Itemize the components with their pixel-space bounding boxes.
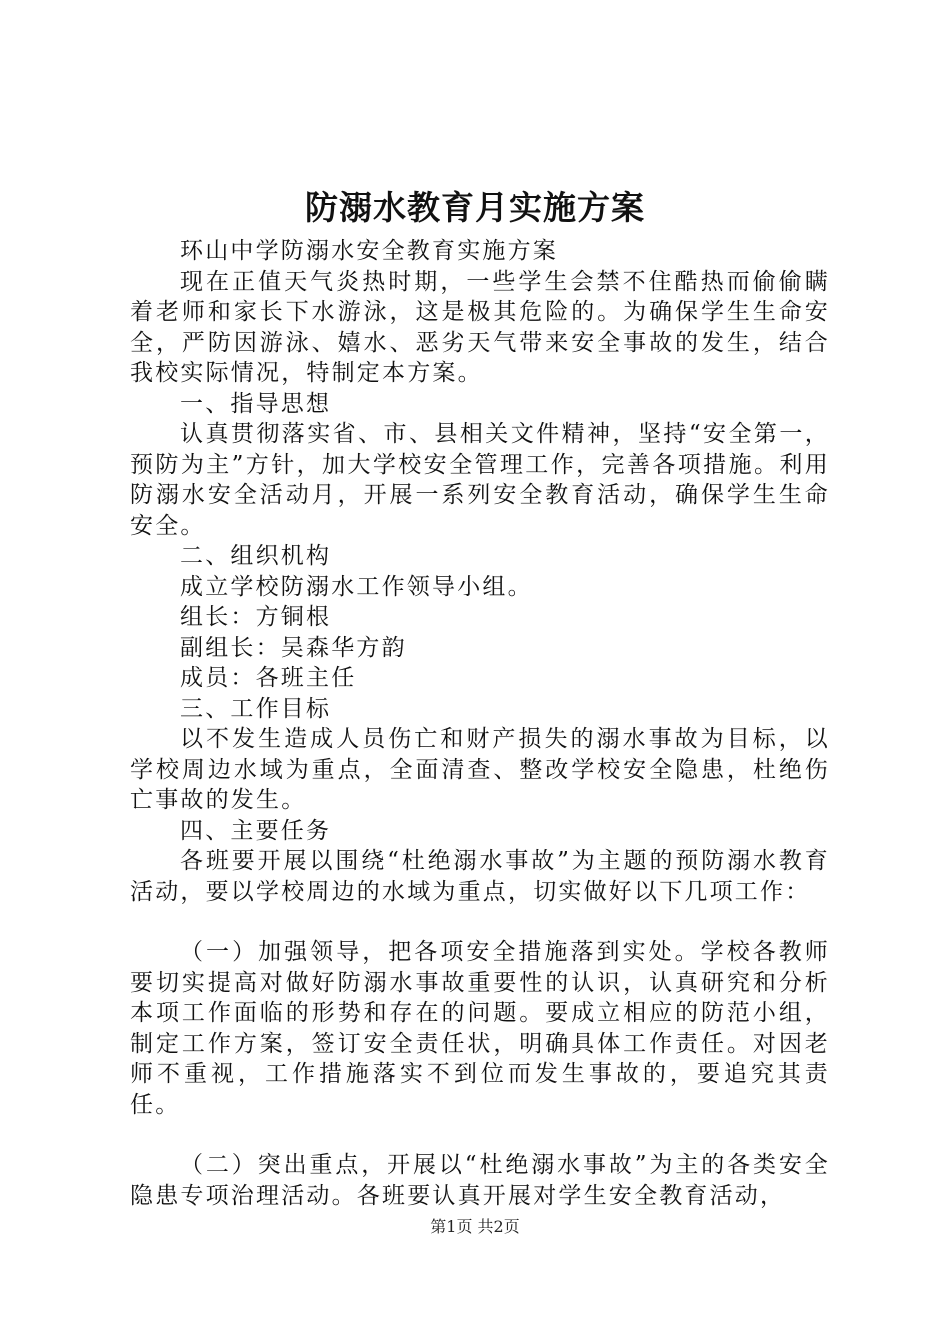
deputy-leader-line: 副组长：吴森华方韵 <box>180 634 407 661</box>
document-title: 防溺水教育月实施方案 <box>305 188 645 227</box>
members-line: 成员：各班主任 <box>180 665 357 691</box>
document-body <box>130 236 830 1211</box>
intro-paragraph: 现在正值天气炎热时期，一些学生会禁不住酷热而偷偷瞒着老师和家长下水游泳，这是极其危险的。为确保学生生命安全，严防因游泳、嬉水、恶劣天气带来安全事故的发生，结合我校实际情况，特制定本方案。 <box>130 268 830 386</box>
section-heading-tasks: 四、主要任务 <box>180 817 332 844</box>
guiding-thought-paragraph: 认真贯彻落实省、市、县相关文件精神，坚持“安全第一，预防为主”方针，加大学校安全管理工作，完善各项措施。利用防溺水安全活动月，开展一系列安全教育活动，确保学生生命安全。 <box>130 421 830 539</box>
section-heading-goals: 三、工作目标 <box>180 695 332 722</box>
goals-paragraph: 以不发生造成人员伤亡和财产损失的溺水事故为目标，以学校周边水域为重点，全面清查、整改学校安全隐患，杜绝伤亡事故的发生。 <box>130 726 830 813</box>
tasks-paragraph: 各班要开展以围绕“杜绝溺水事故”为主题的预防溺水教育活动，要以学校周边的水域为重点，切实做好以下几项工作： <box>130 848 830 905</box>
section-heading-guiding-thought: 一、指导思想 <box>180 390 332 417</box>
subtitle-paragraph: 环山中学防溺水安全教育实施方案 <box>180 238 558 264</box>
organization-paragraph: 成立学校防溺水工作领导小组。 <box>180 573 533 600</box>
page-footer: 第1页 共2页 <box>430 1217 520 1236</box>
task-two-paragraph: （二）突出重点，开展以“杜绝溺水事故”为主的各类安全隐患专项治理活动。各班要认真开展对学生安全教育活动， <box>130 1152 830 1209</box>
group-leader-line: 组长：方铜根 <box>180 604 332 630</box>
section-heading-organization: 二、组织机构 <box>180 543 332 569</box>
task-one-paragraph: （一）加强领导，把各项安全措施落到实处。学校各教师要切实提高对做好防溺水事故重要性的认识，认真研究和分析本项工作面临的形势和存在的问题。要成立相应的防范小组，制定工作方案，签订安全责任状，明确具体工作责任。对因老师不重视，工作措施落实不到位而发生事故的，要追究其责任。 <box>130 939 830 1118</box>
